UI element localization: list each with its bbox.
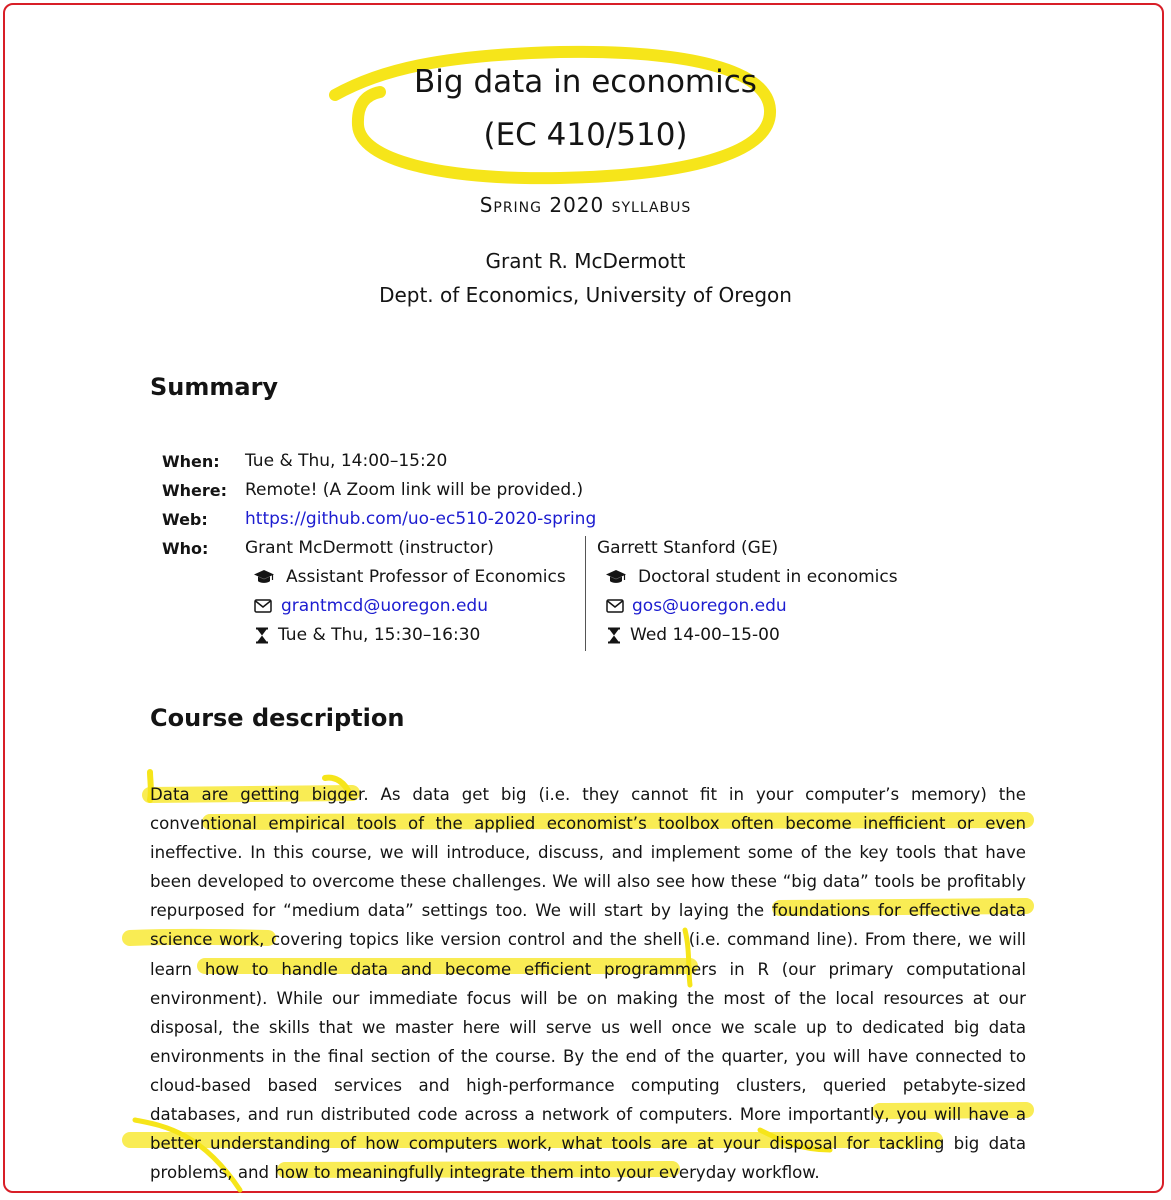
author-name: Grant R. McDermott bbox=[485, 249, 686, 273]
where-label: Where: bbox=[162, 481, 228, 500]
course-title: Big data in economics bbox=[414, 64, 757, 100]
ge-office-hours: Wed 14-00–15-00 bbox=[630, 625, 780, 645]
when-value: Tue & Thu, 14:00–15:20 bbox=[245, 451, 448, 471]
course-description-paragraph: Data are getting bigger. As data get big (i.e. they cannot fit in your computer’s memory) the conventional empirical tools of the applied economist’s toolbox often become inefficient or even ineffective. In this course, we will introduce, discuss, and implement some of the key tools that have been developed to overcome these challenges. We will also see how these “big data” tools be profitably repurposed for “medium data” settings too. We will start by laying the foundations for effective data science work, covering topics like version control and the shell (i.e. command line). From there, we will learn how to handle data and become efficient programmers in R (our primary computational environment). While our immediate focus will be on making the most of the local resources at our disposal, the skills that we master here will serve us well once we scale up to dedicated big data environments in the final section of the course. By the end of the quarter, you will have connected to cloud-based based services and high-performance computing clusters, queried petabyte-sized databases, and run distributed code across a network of computers. More importantly, you will have a better understanding of how computers work, what tools are at your disposal for tackling big data problems, and how to meaningfully integrate them into your everyday workflow. bbox=[150, 785, 1026, 1183]
instructor-office-hours: Tue & Thu, 15:30–16:30 bbox=[278, 625, 481, 645]
instructor-title: Assistant Professor of Economics bbox=[286, 567, 566, 587]
semester-subtitle: Spring 2020 syllabus bbox=[479, 193, 692, 217]
hourglass-icon bbox=[255, 627, 269, 647]
ge-name: Garrett Stanford (GE) bbox=[597, 538, 779, 558]
web-label: Web: bbox=[162, 510, 208, 529]
hourglass-icon bbox=[607, 627, 621, 647]
ge-email-link[interactable]: gos@uoregon.edu bbox=[632, 596, 787, 616]
instructor-email-link[interactable]: grantmcd@uoregon.edu bbox=[281, 596, 488, 616]
author-affiliation: Dept. of Economics, University of Oregon bbox=[379, 283, 792, 307]
who-label: Who: bbox=[162, 539, 209, 558]
envelope-icon bbox=[606, 599, 624, 616]
course-website-link[interactable]: https://github.com/uo-ec510-2020-spring bbox=[245, 509, 597, 529]
when-label: When: bbox=[162, 452, 220, 471]
graduation-cap-icon bbox=[253, 569, 275, 588]
graduation-cap-icon bbox=[605, 569, 627, 588]
column-divider bbox=[585, 536, 586, 651]
ge-title: Doctoral student in economics bbox=[638, 567, 898, 587]
summary-heading: Summary bbox=[150, 373, 279, 401]
course-description-heading: Course description bbox=[150, 704, 405, 732]
envelope-icon bbox=[254, 599, 272, 616]
instructor-name: Grant McDermott (instructor) bbox=[245, 538, 494, 558]
course-code: (EC 410/510) bbox=[483, 117, 688, 153]
where-value: Remote! (A Zoom link will be provided.) bbox=[245, 480, 584, 500]
